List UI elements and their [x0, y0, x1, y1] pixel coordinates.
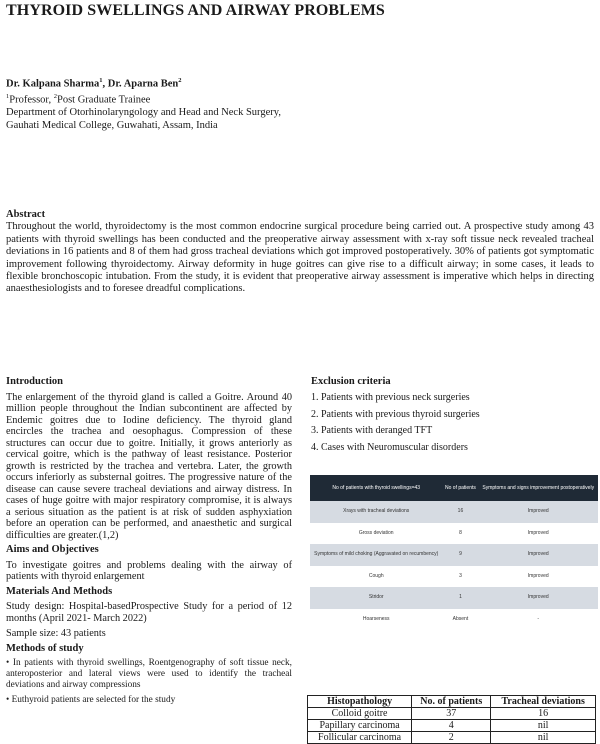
- exclusion-heading: Exclusion criteria: [311, 376, 391, 387]
- author-names: [6, 75, 281, 91]
- table-cell: 3: [442, 566, 478, 588]
- table-header-cell: No of patients with thyroid swellings=43: [310, 475, 442, 501]
- table-header-cell: No. of patients: [412, 696, 491, 708]
- table-cell: 9: [442, 544, 478, 566]
- author-department: Department of Otorhinolaryngology and Head and Neck Surgery,: [6, 107, 281, 118]
- left-column: [6, 376, 292, 706]
- table-row: [308, 708, 596, 720]
- table-row: [310, 523, 598, 545]
- table-cell: 16: [491, 708, 596, 720]
- role-2: Post Graduate Trainee: [57, 94, 151, 106]
- role-2-sup: 2: [53, 93, 57, 100]
- table-row: [310, 544, 598, 566]
- author-block: [6, 75, 281, 132]
- table-header-row: [308, 696, 596, 708]
- table-cell: Follicular carcinoma: [308, 732, 412, 744]
- table-cell: Papillary carcinoma: [308, 720, 412, 732]
- table-cell: Improved: [478, 587, 598, 609]
- list-item: 3. Patients with deranged TFT: [311, 425, 433, 436]
- introduction-text: The enlargement of the thyroid gland is called a Goitre. Around 40 million people throughout the Indian subcontinent are affected by Endemic goitres due to Iodine deficiency. The thyroid gland encircles the trachea and oesophagus. Compression of these structures can occur due to goitre. Initially, it grows anteriorly as cervical goitre, which is the pathway of least resistance. Posterior growth is restricted by the trachea and vertebra. Later, the growth occurs inferiorly as substernal goitres. The progressive nature of the disease can cause severe tracheal deviations and airway distress. In cases of huge goitre with major respiratory compromise, it is always a serious situation as the patient is at risk of sudden asphyxiation before an operation can be performed, and anaesthetic and surgical difficulties are greater.(1,2): [6, 391, 292, 541]
- author-affiliation: Gauhati Medical College, Guwahati, Assam, India: [6, 119, 218, 131]
- table-header-cell: Tracheal deviations: [491, 696, 596, 708]
- table-header-row: [310, 475, 598, 501]
- materials-heading: Materials And Methods: [6, 585, 113, 597]
- table-row: [308, 732, 596, 744]
- table-cell: Improved: [478, 566, 598, 588]
- table-cell: Improved: [478, 544, 598, 566]
- table-cell: Hoarseness: [310, 609, 442, 631]
- table-header-cell: Histopathology: [308, 696, 412, 708]
- abstract-text: Throughout the world, thyroidectomy is the most common endocrine surgical procedure being carried out. A prospective study among 43 patients with thyroid swellings has been conducted and the preoperative airway assessment with x-ray soft tissue neck revealed tracheal deviations in 16 patients and 8 of them had gross tracheal deviations which got improved postoperatively. 30% of patients got symptomatic improvement following thyroidectomy. Airway deformity in huge goitres can give rise to a difficult airway; in some cases, it leads to flexible bronchoscopic intubation. From the study, it is evident that preoperative airway assessment is imperative which helps in directing anaesthesiologists and to foresee dreadful complications.: [6, 221, 594, 295]
- methods-heading: Methods of study: [6, 642, 84, 654]
- table-cell: Xrays with tracheal deviations: [310, 501, 442, 523]
- histopathology-table: [307, 695, 596, 744]
- introduction-heading: Introduction: [6, 376, 63, 387]
- table-row: [310, 501, 598, 523]
- symptoms-table: [310, 475, 598, 630]
- table-cell: 2: [412, 732, 491, 744]
- aims-heading: Aims and Objectives: [6, 544, 99, 555]
- table-cell: Stridor: [310, 587, 442, 609]
- table-row: [308, 720, 596, 732]
- exclusion-section: [311, 376, 596, 458]
- author-1-sup: 1: [99, 77, 103, 84]
- study-design-text: Study design: Hospital-basedProspective Study for a period of 12 months (April 2021- March 2022): [6, 601, 292, 624]
- sample-size-text: Sample size: 43 patients: [6, 628, 106, 639]
- author-1: Dr. Kalpana Sharma: [6, 78, 100, 90]
- exclusion-list: [311, 392, 596, 458]
- table-cell: Gross deviation: [310, 523, 442, 545]
- author-separator: ,: [102, 78, 108, 90]
- table-cell: 4: [412, 720, 491, 732]
- table-row: [310, 609, 598, 631]
- abstract-section: [6, 209, 594, 296]
- table-cell: Colloid goitre: [308, 708, 412, 720]
- list-item: 1. Patients with previous neck surgeries: [311, 392, 470, 403]
- table-header-cell: Symptoms and signs improvement postoperatively: [478, 475, 598, 501]
- table-cell: 16: [442, 501, 478, 523]
- methods-bullet-1: • In patients with thyroid swellings, Roentgenography of soft tissue neck, anteroposterior and lateral views were used to identify the tracheal deviations and airway compressions: [6, 658, 292, 690]
- table-cell: -: [478, 609, 598, 631]
- table-row: [310, 587, 598, 609]
- table-cell: Improved: [478, 501, 598, 523]
- table-cell: Cough: [310, 566, 442, 588]
- table-cell: Absent: [442, 609, 478, 631]
- role-1: Professor,: [9, 94, 54, 106]
- table-row: [310, 566, 598, 588]
- table-cell: nil: [491, 732, 596, 744]
- list-item: 2. Patients with previous thyroid surgeries: [311, 408, 480, 420]
- methods-bullet-2: • Euthyroid patients are selected for the study: [6, 695, 176, 705]
- table-cell: 8: [442, 523, 478, 545]
- table-cell: 1: [442, 587, 478, 609]
- author-roles: [6, 91, 281, 107]
- author-2-sup: 2: [178, 77, 182, 84]
- abstract-heading: Abstract: [6, 209, 46, 220]
- list-item: 4. Cases with Neuromuscular disorders: [311, 441, 468, 453]
- table-cell: nil: [491, 720, 596, 732]
- table-cell: Improved: [478, 523, 598, 545]
- table-cell: 37: [412, 708, 491, 720]
- table-cell: Symptoms of mild choking (Aggravated on recumbency): [310, 544, 442, 566]
- author-2: Dr. Aparna Ben: [107, 78, 179, 90]
- role-1-sup: 1: [6, 93, 10, 100]
- aims-text: To investigate goitres and problems dealing with the airway of patients with thyroid enlargement: [6, 559, 292, 582]
- paper-title: THYROID SWELLINGS AND AIRWAY PROBLEMS: [6, 2, 385, 19]
- table-header-cell: No of patients: [442, 475, 478, 501]
